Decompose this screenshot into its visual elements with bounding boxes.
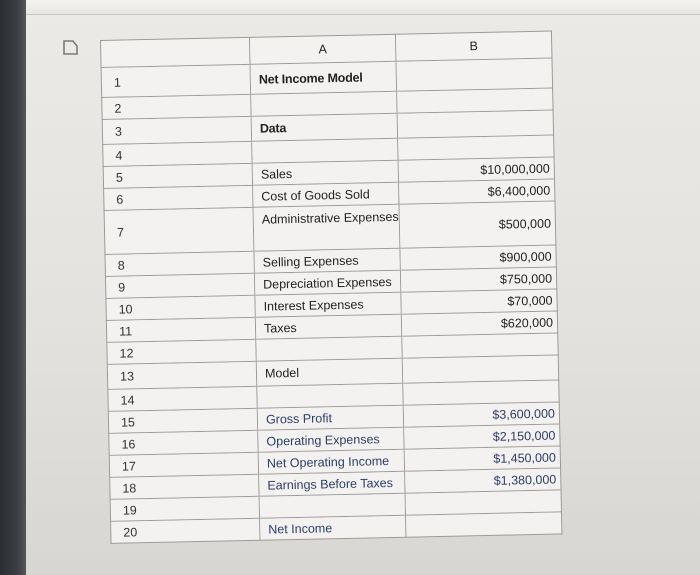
corner-header-cell[interactable] xyxy=(100,37,251,68)
row-number-cell[interactable]: 3 xyxy=(102,117,252,145)
cell-a[interactable]: Selling Expenses xyxy=(254,249,400,274)
cell-a[interactable]: Administrative Expenses xyxy=(254,205,401,252)
cell-a[interactable] xyxy=(256,337,402,362)
row-number-cell[interactable]: 19 xyxy=(110,497,260,522)
cell-a[interactable]: Net Income Model xyxy=(251,62,398,95)
cell-a[interactable]: Data xyxy=(252,114,398,142)
cell-b[interactable] xyxy=(406,512,562,537)
cell-a[interactable]: Net Operating Income xyxy=(259,450,405,475)
cell-a[interactable]: Cost of Goods Sold xyxy=(253,183,399,208)
screen-bezel xyxy=(0,0,26,575)
column-header-b[interactable]: B xyxy=(396,31,553,62)
tab-flag-icon[interactable] xyxy=(60,38,80,58)
cell-b[interactable]: $10,000,000 xyxy=(399,158,555,183)
row-number-cell[interactable]: 12 xyxy=(106,340,256,365)
cell-b[interactable] xyxy=(406,490,562,515)
cell-a[interactable]: Depreciation Expenses xyxy=(255,271,401,296)
cell-b[interactable]: $750,000 xyxy=(401,267,557,292)
row-number-cell[interactable]: 20 xyxy=(110,519,260,544)
cell-a[interactable]: Gross Profit xyxy=(258,406,404,431)
row-number-cell[interactable]: 18 xyxy=(109,475,259,500)
cell-b[interactable]: $2,150,000 xyxy=(404,424,560,449)
row-number-cell[interactable]: 6 xyxy=(103,186,253,211)
cell-b[interactable]: $70,000 xyxy=(401,289,557,314)
cell-b[interactable] xyxy=(398,111,554,139)
cell-b[interactable]: $1,380,000 xyxy=(405,468,561,493)
cell-b[interactable]: $3,600,000 xyxy=(404,402,560,427)
cell-b[interactable] xyxy=(403,355,559,383)
row-number-cell[interactable]: 17 xyxy=(109,453,259,478)
row-number-cell[interactable]: 15 xyxy=(108,409,258,434)
column-header-a[interactable]: A xyxy=(250,34,397,65)
row-number-cell[interactable]: 14 xyxy=(107,387,257,412)
row-number-cell[interactable]: 13 xyxy=(107,362,257,390)
cell-a[interactable]: Earnings Before Taxes xyxy=(259,472,405,497)
cell-a[interactable]: Operating Expenses xyxy=(258,428,404,453)
cell-a[interactable] xyxy=(251,92,397,117)
cell-a[interactable]: Taxes xyxy=(256,315,402,340)
spreadsheet-table xyxy=(100,30,571,575)
row-number-cell[interactable]: 7 xyxy=(104,208,255,255)
row-number-cell[interactable]: 10 xyxy=(105,296,255,321)
row-number-cell[interactable]: 5 xyxy=(103,164,253,189)
cell-b[interactable]: $900,000 xyxy=(400,245,556,270)
cell-b[interactable] xyxy=(398,136,554,161)
cell-b[interactable]: $500,000 xyxy=(400,201,557,248)
cell-a[interactable] xyxy=(260,494,406,519)
cell-b[interactable]: $1,450,000 xyxy=(405,446,561,471)
row-number-cell[interactable]: 8 xyxy=(105,252,255,277)
cell-b[interactable]: $6,400,000 xyxy=(399,180,555,205)
top-toolbar-strip xyxy=(26,0,700,15)
row-number-cell[interactable]: 16 xyxy=(108,431,258,456)
row-number-cell[interactable]: 2 xyxy=(101,95,251,120)
cell-b[interactable] xyxy=(397,59,554,92)
cell-a[interactable] xyxy=(252,139,398,164)
cell-b[interactable]: $620,000 xyxy=(402,311,558,336)
cell-a[interactable]: Model xyxy=(257,359,403,387)
cell-a[interactable]: Net Income xyxy=(260,516,406,541)
cell-a[interactable] xyxy=(257,384,403,409)
row-number-cell[interactable]: 9 xyxy=(105,274,255,299)
cell-a[interactable]: Sales xyxy=(253,161,399,186)
cell-b[interactable] xyxy=(397,89,553,114)
cell-a[interactable]: Interest Expenses xyxy=(255,293,401,318)
row-number-cell[interactable]: 4 xyxy=(102,142,252,167)
row-number-cell[interactable]: 11 xyxy=(106,318,256,343)
cell-b[interactable] xyxy=(403,380,559,405)
row-number-cell[interactable]: 1 xyxy=(101,65,252,98)
